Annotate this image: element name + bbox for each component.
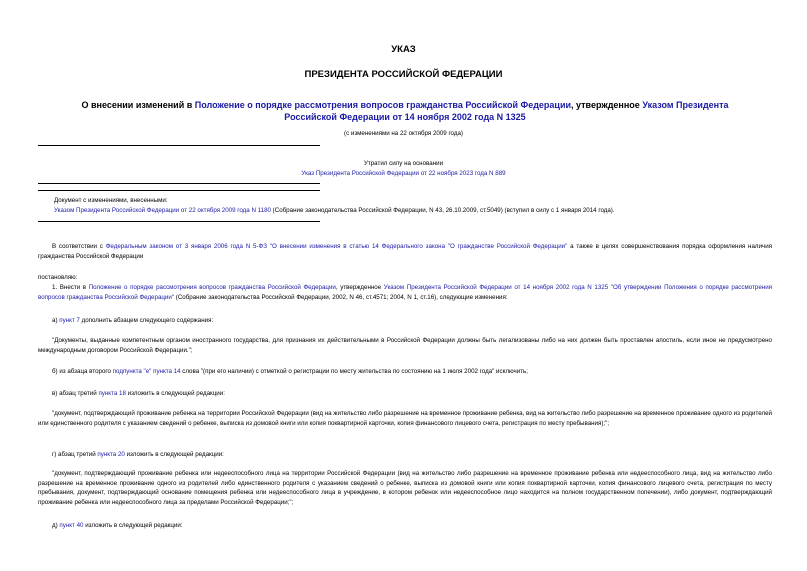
text-run: слова "(при его наличии) с отметкой о регистрации по месту жительства по состоянию на 1 июля 2002 года" исключить; (180, 368, 528, 375)
subitem-v (38, 389, 772, 399)
point-14-link[interactable]: пункта 14 (153, 368, 181, 375)
divider (38, 145, 320, 146)
text-run: дополнить абзацем следующего содержания: (79, 317, 214, 324)
title-link-decree[interactable]: Указом Президента Российской Федерации от 14 ноября 2002 года N 1325 (284, 100, 729, 122)
doc-type-heading: УКАЗ (391, 44, 416, 55)
item-1-paragraph (38, 283, 772, 302)
subitem-v-quote: "документ, подтверждающий проживание ребенка на территории Российской Федерации (вид на жительство либо разрешение на временное проживание ребенка, вид на жительство либо разрешение на временное проживание одного из родителей или единственного родителя с указанием сведений о ребенке, выписка из домовой книги или копия поквартирной карточки, копия финансового лицевого счета, регистрация по месту пребывания);"; (38, 410, 772, 427)
decree-1325-link[interactable]: Указом Президента Российской Федерации от 14 ноября 2002 года N 1325 "Об утверждении Положения о порядке рассмотрения вопросов гражданства Российской Федерации" (38, 284, 772, 301)
subitem-b (38, 367, 772, 377)
point-20-link[interactable]: пункта 20 (97, 451, 125, 458)
text-run: б) из абзаца второго (52, 368, 113, 375)
text-run: изложить в следующей редакции: (125, 390, 225, 397)
federal-law-link[interactable]: Федеральным законом от 3 января 2006 года N 5-ФЗ "О внесении изменения в статью 14 Федерального закона "О гражданстве Российской Федерации" (105, 243, 568, 250)
point-40-link[interactable]: пункт 40 (59, 522, 84, 529)
divider (38, 221, 320, 222)
subitem-a-quote: "Документы, выданные компетентным органом иностранного государства, для признания их действительными в Российской Федерации должны быть легализованы либо на них должен быть проставлен апостиль, если иное не предусмотрено международным договором Российской Федерации."; (38, 337, 772, 354)
title-prefix: О внесении изменений в (81, 100, 195, 110)
text-run: изложить в следующей редакции: (83, 522, 183, 529)
text-run: (Собрание законодательства Российской Федерации, 2002, N 46, ст.4571; 2004, N 1, ст.16), следующие изменения: (174, 293, 508, 301)
lost-force-link[interactable]: Указ Президента Российской Федерации от 22 ноября 2023 года N 889 (301, 170, 506, 177)
changes-rest: (Собрание законодательства Российской Федерации, N 43, 26.10.2009, ст.5049) (вступил в силу с 1 января 2014 года). (270, 207, 615, 214)
issuer-heading: ПРЕЗИДЕНТА РОССИЙСКОЙ ФЕДЕРАЦИИ (304, 69, 503, 80)
divider (38, 183, 320, 184)
divider (38, 190, 320, 191)
point-7-link[interactable]: пункт 7 (59, 317, 80, 324)
lost-force-label: Утратил силу на основании (363, 160, 444, 167)
point-18-link[interactable]: пункта 18 (98, 390, 126, 397)
text-run: в) абзац третий (52, 390, 99, 397)
text-run: а) (52, 317, 60, 324)
regulation-link[interactable]: Положение о порядке рассмотрения вопросов гражданства Российской Федерации (88, 284, 336, 291)
subitem-g-quote: "документ, подтверждающий проживание ребенка или недееспособного лица на территории Российской Федерации (вид на жительство либо разрешение на временное проживание ребенка или недееспособного лица, вид на жительство либо разрешение на временное проживание одного из родителей либо единственного родителя с указанием сведений о ребенке, выписка из домовой книги или копия поквартирной карточки, копия финансового лицевого счета, регистрация по месту пребывания, документ, подтверждающий основание помещения ребенка или недееспособного лица в учреждение, в котором ребенок или недееспособное лицо находится на полном государственном попечении), либо документ, подтверждающий проживание ребенка или недееспособного лица за пределами Российской Федерации;"; (38, 470, 772, 506)
document-title (60, 99, 750, 123)
subitem-g (38, 450, 772, 460)
text-run: изложить в следующей редакции: (124, 451, 224, 458)
postanov-text: постановляю: (38, 274, 78, 281)
text-run: г) абзац третий (52, 451, 98, 458)
changes-line (54, 206, 774, 216)
text-run: , утвержденное (335, 284, 384, 291)
text-run: В соответствии с (52, 243, 106, 250)
title-mid: , утвержденное (571, 100, 643, 110)
edition-note: (с изменениями на 22 октября 2009 года) (344, 130, 463, 137)
subpoint-e-link[interactable]: подпункта "е" (112, 368, 152, 375)
changes-link[interactable]: Указом Президента Российской Федерации от 22 октября 2009 года N 1180 (54, 207, 271, 214)
subitem-d (38, 521, 772, 531)
subitem-a (38, 316, 772, 326)
changes-label: Документ с изменениями, внесенными: (54, 197, 168, 204)
preamble-paragraph (38, 242, 772, 261)
title-link-regulation[interactable]: Положение о порядке рассмотрения вопросов гражданства Российской Федерации (194, 100, 572, 110)
text-run: 1. Внести в (52, 284, 89, 291)
text-run: а также в целях совершенствования порядка оформления наличия гражданства Российской Федерации (38, 243, 772, 260)
text-run: д) (52, 522, 60, 529)
